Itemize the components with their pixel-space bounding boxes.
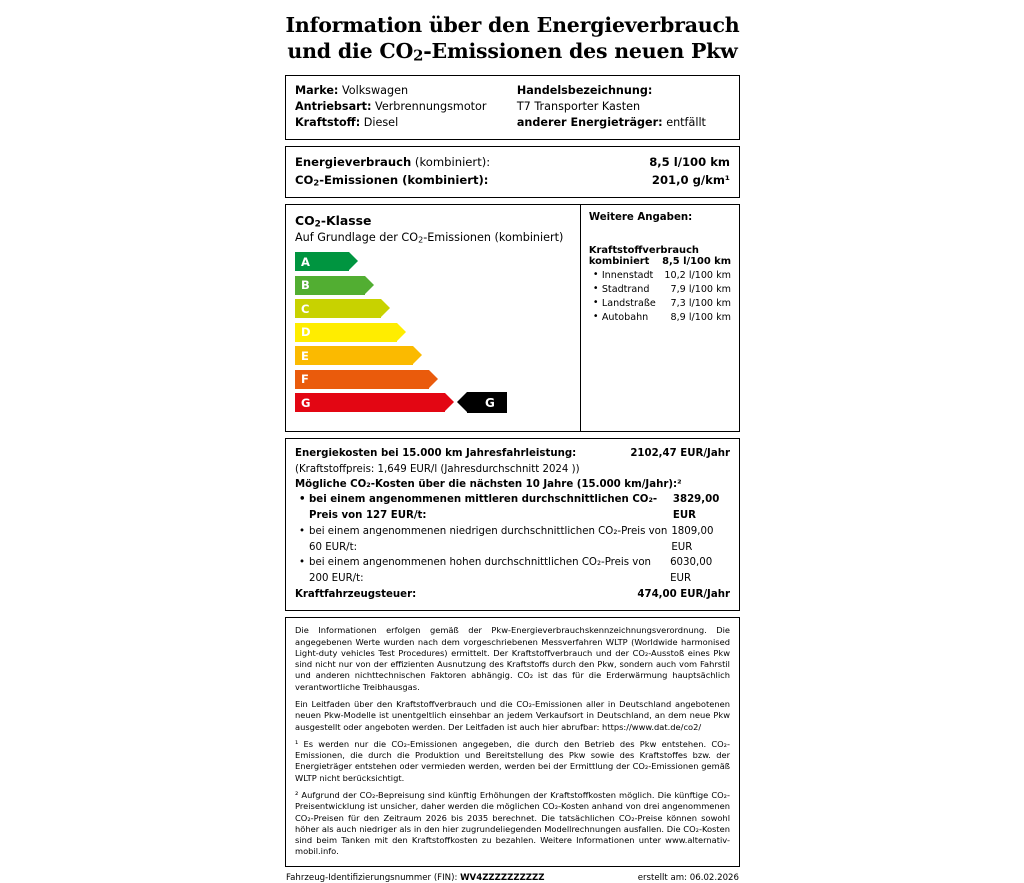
kraftstoffverbrauch-kombiniert [589, 256, 731, 267]
legal-paragraph-2: Ein Leitfaden über den Kraftstoffverbrauch und die CO₂-Emissionen aller in Deutschland angebotenen neuen Pkw-Modelle ist unentgeltlich einsehbar an jedem Verkaufsort in Deutschland, an dem neue Pkw ausgestellt oder angeboten werden. Der Leitfaden ist auch hier abrufbar: https://www.dat.de/co2/ [295, 698, 730, 732]
page-title [285, 13, 740, 66]
co2-class-bar-d [295, 322, 571, 343]
list-item-label: • Landstraße [601, 298, 656, 310]
kraftstoff-value: Diesel [363, 116, 399, 130]
row-marke [295, 83, 517, 99]
bar-shape-e [295, 346, 413, 365]
co2-cost-row [309, 524, 730, 556]
row-energieverbrauch [295, 154, 730, 171]
kraftstoffverbrauch-list [589, 269, 731, 325]
bar-shape-c [295, 299, 381, 318]
co2-emissionen-value: 201,0 g/km¹ [651, 172, 730, 187]
kraftfahrzeugsteuer-label: Kraftfahrzeugsteuer: [295, 588, 417, 600]
kraftstoff-label: Kraftstoff: [295, 116, 361, 130]
kraftstoffpreis-note: (Kraftstoffpreis: 1,649 EUR/l (Jahresdurchschnitt 2024 )) [295, 463, 580, 475]
bar-shape-g [295, 393, 445, 412]
co2-cost-row-value: 3829,00 EUR [672, 494, 720, 521]
antriebsart-label: Antriebsart: [295, 99, 372, 113]
bar-letter: D [301, 325, 311, 340]
row-kraftstoff [295, 115, 517, 131]
row-co2-emissionen [295, 172, 730, 189]
list-item-value: 7,3 l/100 km [670, 298, 731, 310]
kraftstoffverbrauch-heading: Kraftstoffverbrauch [588, 245, 699, 257]
co2-cost-row-value: 1809,00 EUR [671, 525, 714, 553]
energiekosten-value: 2102,47 EUR/Jahr [630, 448, 730, 460]
antriebsart-value: Verbrennungsmotor [375, 99, 487, 113]
bar-shape-b [295, 276, 365, 295]
row-handelsbezeichnung-value [517, 99, 730, 115]
bar-letter: F [301, 372, 309, 387]
kombiniert-value: 8,5 l/100 km [662, 256, 731, 268]
title-line-1: Information über den Energieverbrauch [285, 13, 740, 37]
co2-class-bar-c [295, 298, 571, 319]
anderer-energietraeger-value: entfällt [666, 116, 706, 130]
footer [285, 873, 740, 883]
row-handelsbezeichnung-label [517, 83, 730, 99]
list-item [602, 311, 731, 325]
vehicle-info-box [285, 75, 740, 141]
row-kraftfahrzeugsteuer [295, 587, 730, 602]
row-energiekosten [295, 446, 730, 461]
co2-class-bar-b [295, 275, 571, 296]
co2-class-bars [295, 251, 571, 413]
marke-label: Marke: [295, 83, 339, 97]
energieverbrauch-value: 8,5 l/100 km [649, 155, 730, 170]
list-item-label: • Innenstadt [601, 270, 654, 282]
kraftfahrzeugsteuer-value: 474,00 EUR/Jahr [637, 588, 730, 600]
created-date: erstellt am: 06.02.2026 [637, 872, 739, 883]
weitere-angaben-heading: Weitere Angaben: [588, 212, 693, 224]
co2-cost-row [309, 555, 730, 587]
vehicle-info-right [517, 83, 730, 132]
marke-value: Volkswagen [341, 83, 409, 97]
co2-class-box [285, 204, 740, 432]
co2-cost-row [309, 492, 730, 524]
selected-class-marker: G [467, 392, 507, 413]
bar-letter: A [301, 254, 310, 269]
co2-cost-row-label: • bei einem angenommenen niedrigen durchschnittlichen CO₂-Preis von 60 EUR/t: [309, 525, 668, 553]
vehicle-info-left [295, 83, 517, 132]
co2-class-title: CO2-Klasse [295, 213, 372, 230]
moegliche-co2-kosten-label: Mögliche CO₂-Kosten über die nächsten 10 Jahre (15.000 km/Jahr):² [295, 478, 682, 490]
fin-label: Fahrzeug-Identifizierungsnummer (FIN): [286, 872, 458, 883]
list-item [602, 297, 731, 311]
list-item [602, 283, 731, 297]
co2-emissionen-label: CO2-Emissionen (kombiniert): [295, 172, 489, 188]
co2-class-subtitle: Auf Grundlage der CO2-Emissionen (kombiniert) [295, 230, 564, 245]
legal-paragraph-1: Die Informationen erfolgen gemäß der Pkw-Energieverbrauchskennzeichnungsverordnung. Die angegebenen Werte wurden nach dem vorgeschriebenen Messverfahren WLTP (Worldwide harmonised Light-duty vehicles Test Procedures) ermittelt. Der Kraftstoffverbrauch und der CO₂-Ausstoß eines Pkw sind nicht nur von der effizienten Ausnutzung des Kraftstoffs durch den Pkw, sondern auch vom Fahrstil und anderen nichttechnischen Faktoren abhängig. CO₂ ist das für die Erderwärmung hauptsächlich verantwortliche Treibhausgas. [295, 625, 730, 692]
handelsbezeichnung-label: Handelsbezeichnung: [516, 83, 653, 97]
row-antriebsart [295, 99, 517, 115]
co2-cost-row-value: 6030,00 EUR [670, 557, 713, 585]
legal-footnote-2: ² Aufgrund der CO₂-Bepreisung sind künftig Erhöhungen der Kraftstoffkosten möglich. Die künftige CO₂-Preisentwicklung ist unsicher, daher werden die möglichen CO₂-Kosten anhand von drei angenommenen CO₂-Preisen für den Zeitraum 2026 bis 2035 berechnet. Die tatsächlichen CO₂-Preise können sowohl höher als auch niedriger als in den hier zugrundeliegenden Modellrechnungen ausfallen. Die CO₂-Kosten sind beim Tanken mit den Kraftstoffkosten zu bezahlen. Weitere Informationen unter www.alternativ-mobil.info. [295, 789, 730, 857]
co2-class-bar-f [295, 369, 571, 390]
list-item-value: 8,9 l/100 km [670, 311, 731, 323]
title-line-2: und die CO2-Emissionen des neuen Pkw [287, 38, 738, 65]
co2-class-bar-g [295, 392, 571, 413]
co2-cost-row-label: • bei einem angenommenen mittleren durchschnittlichen CO₂-Preis von 127 EUR/t: [309, 494, 658, 521]
bar-letter: C [301, 301, 310, 316]
bar-letter: B [301, 278, 310, 293]
list-item-value: 10,2 l/100 km [664, 270, 731, 282]
co2-cost-scenarios [295, 492, 730, 587]
co2-class-scale [286, 205, 581, 431]
list-item-label: • Stadtrand [601, 284, 650, 296]
fin-row [286, 873, 545, 883]
bar-shape-f [295, 370, 429, 389]
row-anderer-energietraeger [517, 115, 730, 131]
bar-letter: E [301, 348, 309, 363]
anderer-energietraeger-label: anderer Energieträger: [516, 116, 663, 130]
bar-letter: G [301, 395, 311, 410]
label-sheet [285, 0, 740, 883]
costs-box [285, 438, 740, 611]
bar-shape-d [295, 323, 397, 342]
legal-footnote-1: ¹ Es werden nur die CO₂-Emissionen angegeben, die durch den Betrieb des Pkw entstehen. CO₂-Emissionen, die durch die Produktion und Bereitstellung des Pkw sowie des Kraftstoffes bzw. der Energieträger entstehen oder vermieden werden, werden bei der Ermittlung der CO₂-Emissionen gemäß WLTP nicht berücksichtigt. [295, 738, 730, 783]
handelsbezeichnung-value: T7 Transporter Kasten [516, 99, 641, 113]
consumption-box [285, 146, 740, 198]
bar-shape-a [295, 252, 349, 271]
fin-value: WV4ZZZZZZZZZZ [460, 872, 545, 883]
energiekosten-label: Energiekosten bei 15.000 km Jahresfahrleistung: [295, 448, 577, 460]
list-item-value: 7,9 l/100 km [670, 284, 731, 296]
co2-class-bar-a [295, 251, 571, 272]
co2-cost-row-label: • bei einem angenommenen hohen durchschnittlichen CO₂-Preis von 200 EUR/t: [309, 557, 652, 585]
energieverbrauch-label: Energieverbrauch (kombiniert): [295, 155, 491, 170]
list-item [602, 269, 731, 283]
weitere-angaben [581, 205, 739, 431]
kombiniert-label: kombiniert [588, 256, 650, 268]
legal-box [285, 617, 740, 866]
co2-class-bar-e [295, 345, 571, 366]
list-item-label: • Autobahn [601, 311, 649, 323]
